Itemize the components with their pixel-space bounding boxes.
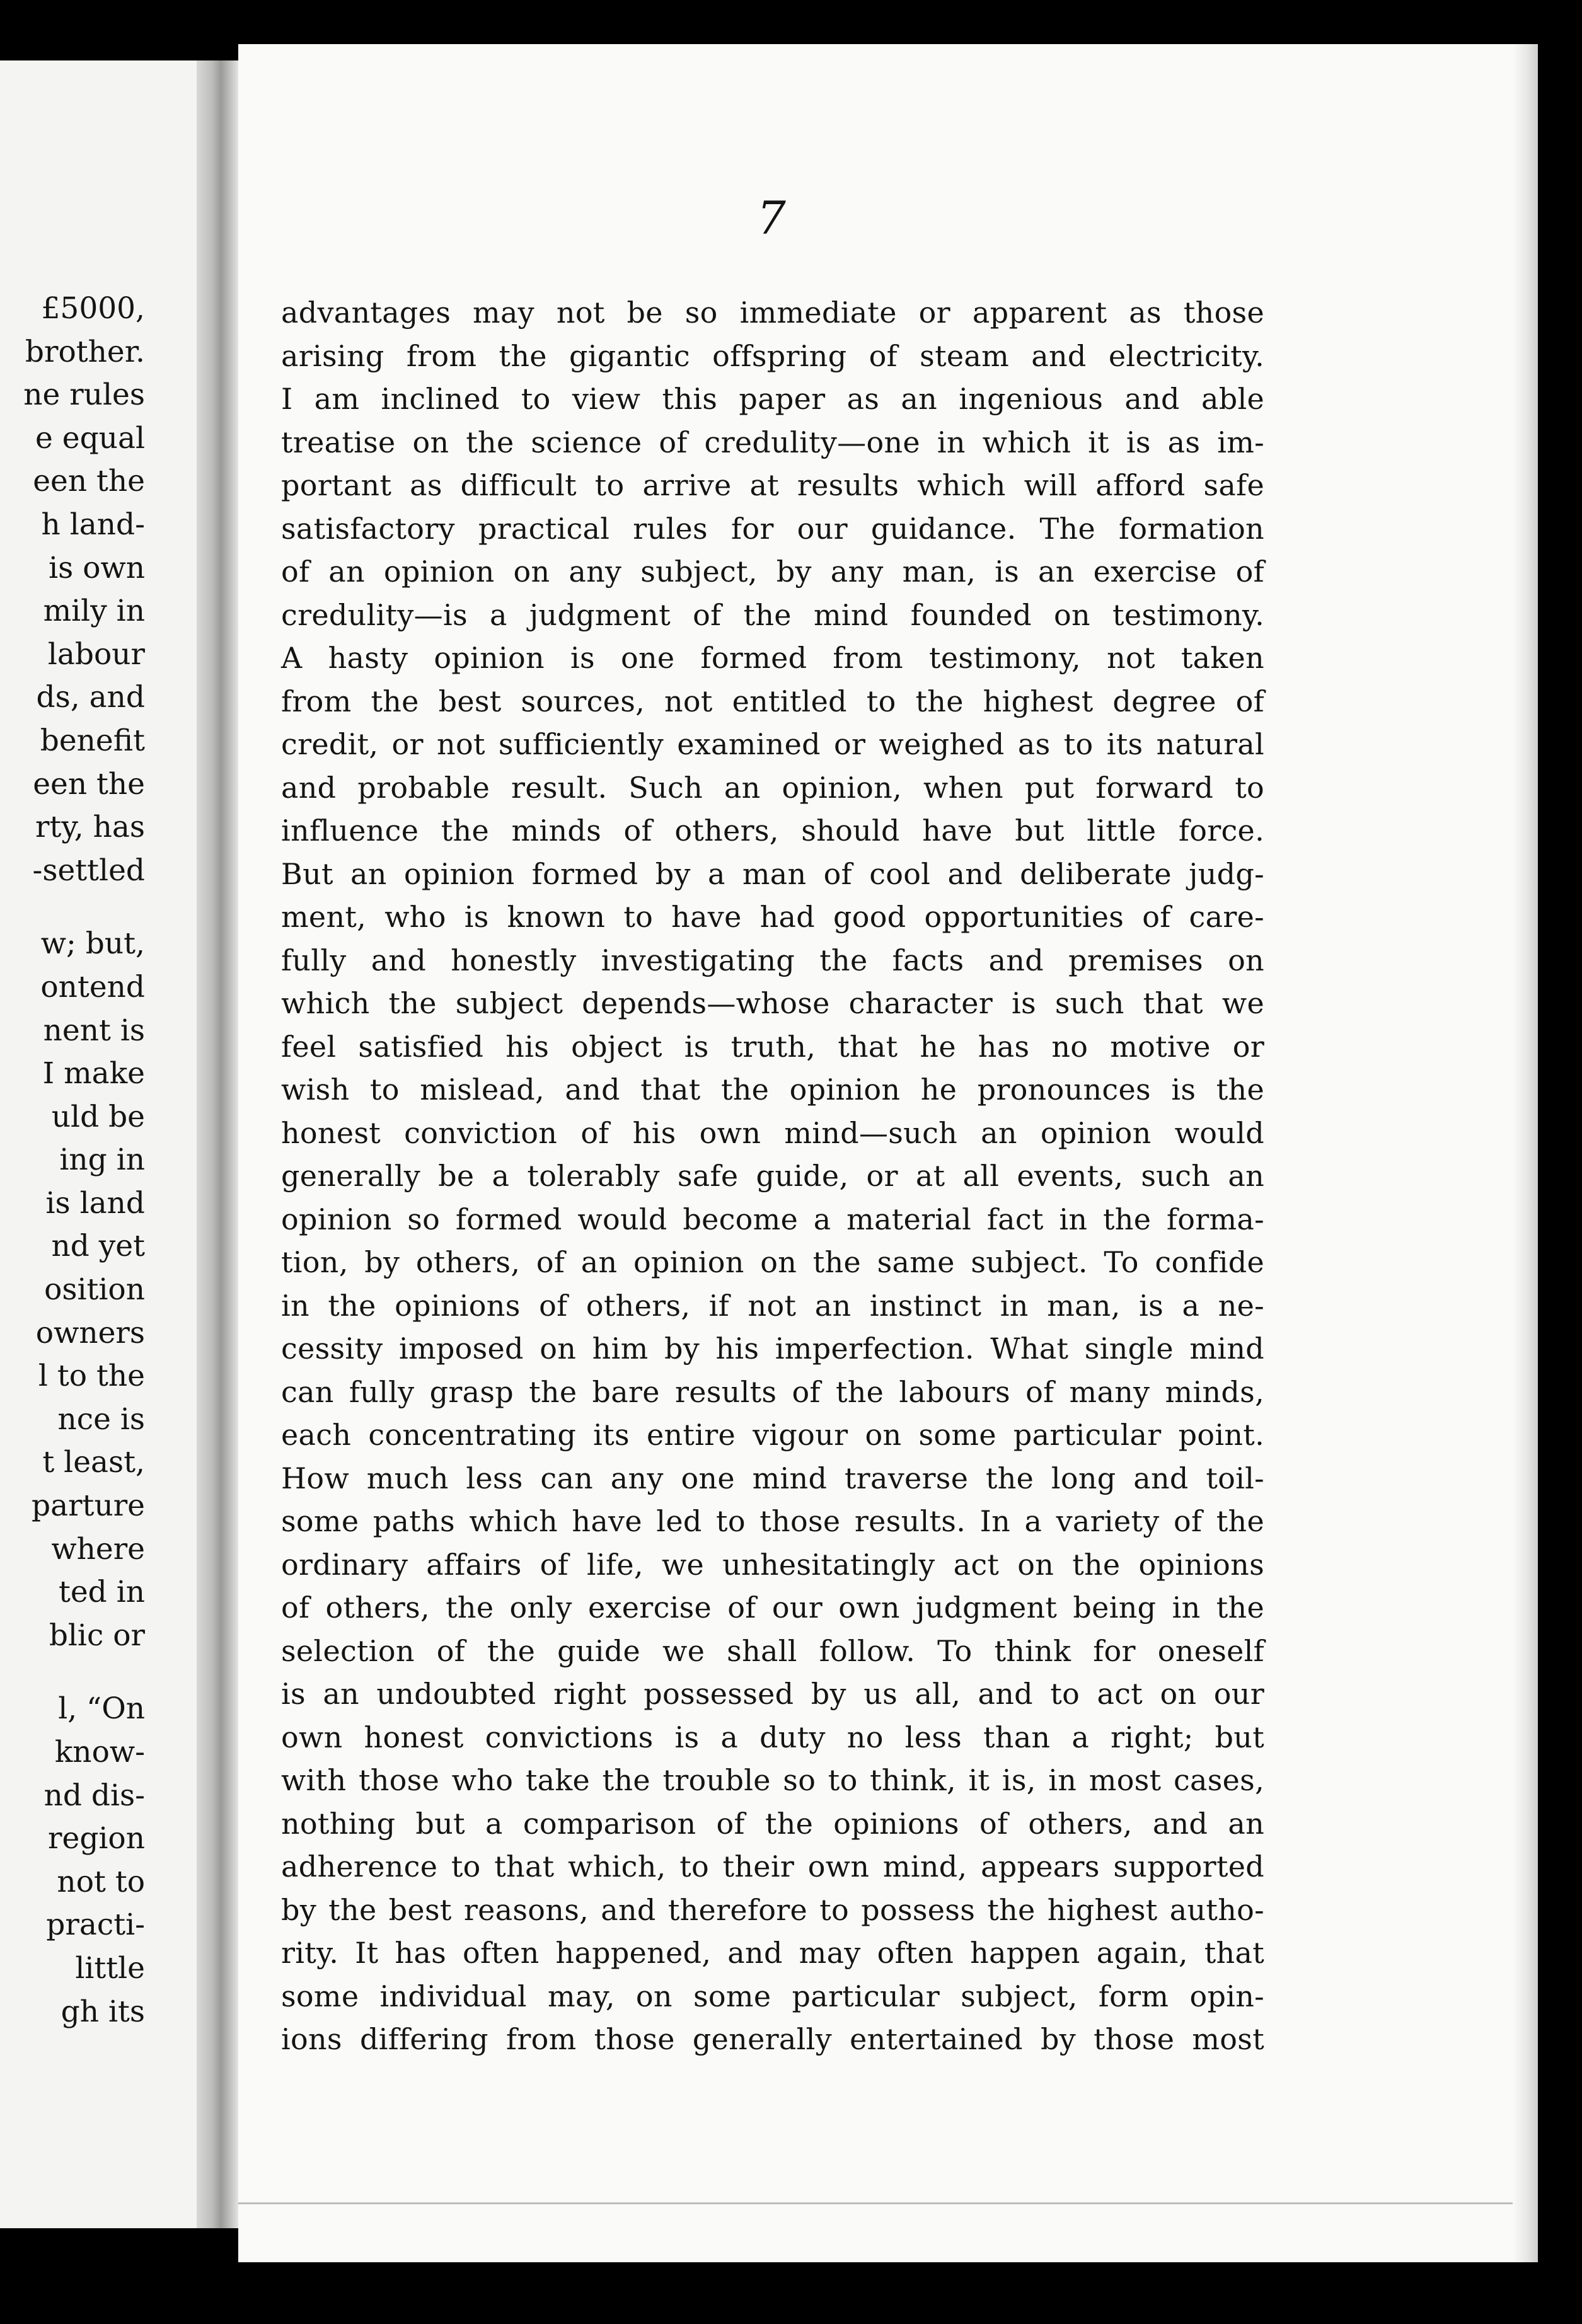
body-text-line: advantages may not be so immediate or apparent as those [281, 296, 1264, 330]
previous-page-line: nent is [43, 1013, 145, 1048]
body-text-line: ordinary affairs of life, we unhesitatingly act on the opinions [281, 1547, 1264, 1582]
body-text-line: influence the minds of others, should have but little force. [281, 814, 1264, 848]
previous-page-line: is land [45, 1185, 145, 1221]
body-text-line: wish to mislead, and that the opinion he pronounces is the [281, 1073, 1264, 1107]
previous-page-line: is own [49, 550, 145, 585]
previous-page-line: I make [42, 1056, 145, 1091]
body-text-line: opinion so formed would become a material fact in the forma- [281, 1202, 1264, 1236]
body-text-line: some paths which have led to those results. In a variety of the [281, 1504, 1264, 1538]
paragraph-gap [23, 892, 145, 923]
previous-page-line: ne rules [23, 377, 145, 413]
body-text-line: is an undoubted right possessed by us all, and to act on our [281, 1677, 1264, 1711]
previous-page-line: ing in [59, 1142, 145, 1178]
previous-page-line: h land- [41, 507, 145, 542]
body-text-line: But an opinion formed by a man of cool and deliberate judg- [281, 856, 1264, 891]
body-text-line: feel satisfied his object is truth, that he has no motive or [281, 1029, 1264, 1064]
body-text-line: credulity—is a judgment of the mind founded on testimony. [281, 597, 1264, 632]
body-text-line: from the best sources, not entitled to the highest degree of [281, 684, 1264, 718]
previous-page-line: mily in [43, 594, 145, 629]
previous-page-line: £5000, [41, 291, 145, 326]
previous-page-line: practi- [46, 1907, 145, 1943]
previous-page-line: uld be [51, 1099, 145, 1134]
page-number: 7 [757, 192, 786, 244]
previous-page-line: labour [47, 636, 145, 672]
body-text-line: ions differing from those generally entertained by those most [281, 2022, 1264, 2056]
current-page [238, 44, 1538, 2262]
body-text-line: satisfactory practical rules for our guidance. The formation [281, 511, 1264, 546]
previous-page-line: parture [31, 1488, 145, 1524]
previous-page-line: osition [44, 1272, 145, 1308]
body-text-line: with those who take the trouble so to think, it is, in most cases, [281, 1763, 1264, 1797]
body-text-line: credit, or not sufficiently examined or weighed as to its natural [281, 727, 1264, 761]
previous-page-line: ted in [58, 1575, 145, 1610]
previous-page-line: region [48, 1821, 145, 1856]
body-text-line: treatise on the science of credulity—one in which it is as im- [281, 425, 1264, 459]
page-bottom-edge [238, 2202, 1524, 2204]
body-text-line: selection of the guide we shall follow. To think for oneself [281, 1633, 1264, 1668]
body-text-line: some individual may, on some particular subject, form opin- [281, 1979, 1264, 2013]
previous-page-line: know- [54, 1735, 145, 1769]
previous-page-fragment [0, 60, 203, 2228]
previous-page-line: little [75, 1950, 145, 1986]
previous-page-line: een the [33, 464, 145, 499]
body-text-line: each concentrating its entire vigour on some particular point. [281, 1418, 1264, 1452]
previous-page-line: nce is [57, 1401, 145, 1437]
body-text-line: nothing but a comparison of the opinions of others, and an [281, 1806, 1264, 1841]
page-right-edge [1513, 44, 1538, 2262]
body-text-line: ment, who is known to have had good opportunities of care- [281, 900, 1264, 934]
previous-page-line: ds, and [36, 680, 145, 715]
body-text-line: tion, by others, of an opinion on the same subject. To confide [281, 1245, 1264, 1279]
book-gutter [197, 60, 241, 2228]
previous-page-line: benefit [40, 723, 145, 758]
previous-page-line: brother. [25, 334, 145, 369]
body-text-line: honest conviction of his own mind—such an opinion would [281, 1115, 1264, 1150]
body-text-line: of an opinion on any subject, by any man, is an exercise of [281, 555, 1264, 589]
body-text-line: by the best reasons, and therefore to possess the highest autho- [281, 1892, 1264, 1927]
body-text-line: own honest convictions is a duty no less than a right; but [281, 1720, 1264, 1754]
body-text-line: and probable result. Such an opinion, when put forward to [281, 770, 1264, 805]
previous-page-text [23, 287, 145, 2034]
previous-page-line: ontend [40, 969, 145, 1004]
previous-page-line: where [51, 1531, 145, 1567]
body-text-line: of others, the only exercise of our own judgment being in the [281, 1591, 1264, 1625]
previous-page-line: nd yet [51, 1229, 145, 1264]
body-text-line: A hasty opinion is one formed from testimony, not taken [281, 641, 1264, 675]
body-text-line: rity. It has often happened, and may often happen again, that [281, 1936, 1264, 1970]
body-text-line: adherence to that which, to their own mind, appears supported [281, 1849, 1264, 1884]
body-text-line: portant as difficult to arrive at results which will afford safe [281, 468, 1264, 502]
previous-page-line: owners [35, 1315, 145, 1350]
paragraph-gap [23, 1657, 145, 1688]
previous-page-line: w; but, [40, 926, 145, 962]
body-text-line: in the opinions of others, if not an instinct in man, is a ne- [281, 1288, 1264, 1323]
previous-page-line: een the [33, 766, 145, 802]
body-text-line: I am inclined to view this paper as an ingenious and able [281, 382, 1264, 416]
previous-page-line: not to [57, 1864, 145, 1899]
body-text-line: which the subject depends—whose character is such that we [281, 986, 1264, 1020]
body-text-line: arising from the gigantic offspring of steam and electricity. [281, 338, 1264, 373]
body-text-line: can fully grasp the bare results of the labours of many minds, [281, 1374, 1264, 1409]
previous-page-line: l to the [38, 1359, 145, 1394]
page-body-text [281, 291, 1264, 2061]
previous-page-line: t least, [42, 1445, 145, 1480]
previous-page-line: blic or [49, 1618, 145, 1653]
previous-page-line: l, “On [58, 1691, 145, 1727]
previous-page-line: nd dis- [43, 1778, 145, 1813]
body-text-line: How much less can any one mind traverse the long and toil- [281, 1461, 1264, 1495]
previous-page-line: e equal [35, 420, 145, 456]
previous-page-line: gh its [61, 1994, 145, 2029]
body-text-line: fully and honestly investigating the facts and premises on [281, 943, 1264, 977]
previous-page-line: rty, has [35, 810, 145, 845]
previous-page-line: -settled [32, 853, 145, 888]
body-text-line: generally be a tolerably safe guide, or at all events, such an [281, 1159, 1264, 1193]
body-text-line: cessity imposed on him by his imperfection. What single mind [281, 1332, 1264, 1366]
